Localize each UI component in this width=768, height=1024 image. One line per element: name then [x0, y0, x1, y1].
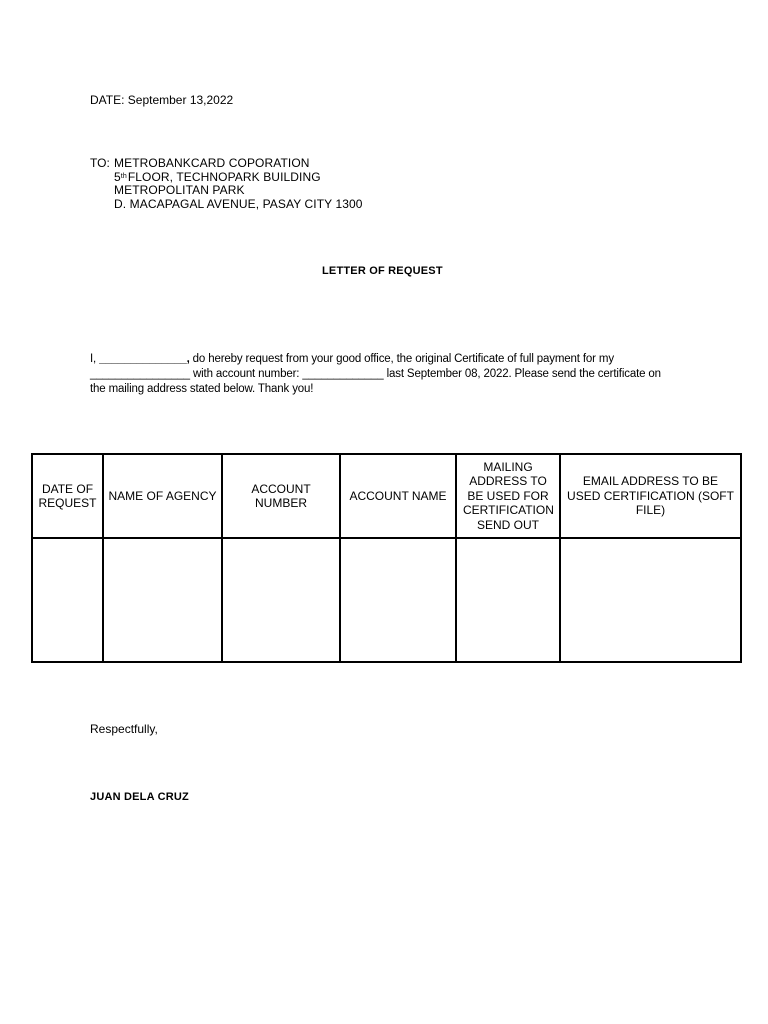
header-email-address: EMAIL ADDRESS TO BE USED CERTIFICATION (SOFT FILE) — [560, 454, 741, 538]
account-number-blank: _____________ — [302, 367, 384, 380]
recipient-label: TO: — [90, 156, 110, 170]
date-line: DATE: September 13,2022 — [90, 93, 234, 107]
recipient-company: METROBANKCARD COPORATION — [114, 156, 310, 170]
body-line-1 — [90, 352, 690, 367]
cell-account-number — [222, 538, 340, 662]
account-number-text: with account number: — [189, 367, 303, 380]
body-request-text: do hereby request from your good office, the original Certificate of full payment for my — [189, 353, 614, 365]
cell-date-of-request — [32, 538, 103, 662]
cell-email-address — [560, 538, 741, 662]
floor-ordinal: th — [120, 172, 127, 180]
letter-body — [90, 352, 690, 396]
cell-account-name — [340, 538, 456, 662]
floor-building: FLOOR, TECHNOPARK BUILDING — [127, 169, 321, 184]
name-blank: ______________, — [99, 353, 190, 365]
header-mailing-address: MAILING ADDRESS TO BE USED FOR CERTIFICATION SEND OUT — [456, 454, 560, 538]
cell-mailing-address — [456, 538, 560, 662]
body-line-2 — [90, 367, 690, 382]
signatory-name: JUAN DELA CRUZ — [90, 791, 189, 803]
recipient-floor — [114, 171, 363, 185]
header-account-name: ACCOUNT NAME — [340, 454, 456, 538]
closing-line: Respectfully, — [90, 722, 158, 736]
body-line-3: the mailing address stated below. Thank you! — [90, 382, 314, 395]
floor-number: 5 — [114, 169, 121, 184]
payment-date-text: last September 08, 2022. Please send the certificate on — [383, 367, 661, 380]
product-blank: ________________ — [90, 367, 190, 380]
body-intro: I, — [90, 353, 100, 365]
header-date-of-request: DATE OF REQUEST — [32, 454, 103, 538]
recipient-street: D. MACAPAGAL AVENUE, PASAY CITY 1300 — [114, 196, 363, 211]
request-table — [31, 453, 742, 663]
recipient-park: METROPOLITAN PARK — [114, 183, 245, 197]
table-header-row — [32, 454, 741, 538]
header-name-of-agency: NAME OF AGENCY — [103, 454, 222, 538]
cell-name-of-agency — [103, 538, 222, 662]
recipient-address — [114, 157, 363, 211]
header-account-number: ACCOUNT NUMBER — [222, 454, 340, 538]
letter-title: LETTER OF REQUEST — [322, 265, 443, 277]
table-row — [32, 538, 741, 662]
